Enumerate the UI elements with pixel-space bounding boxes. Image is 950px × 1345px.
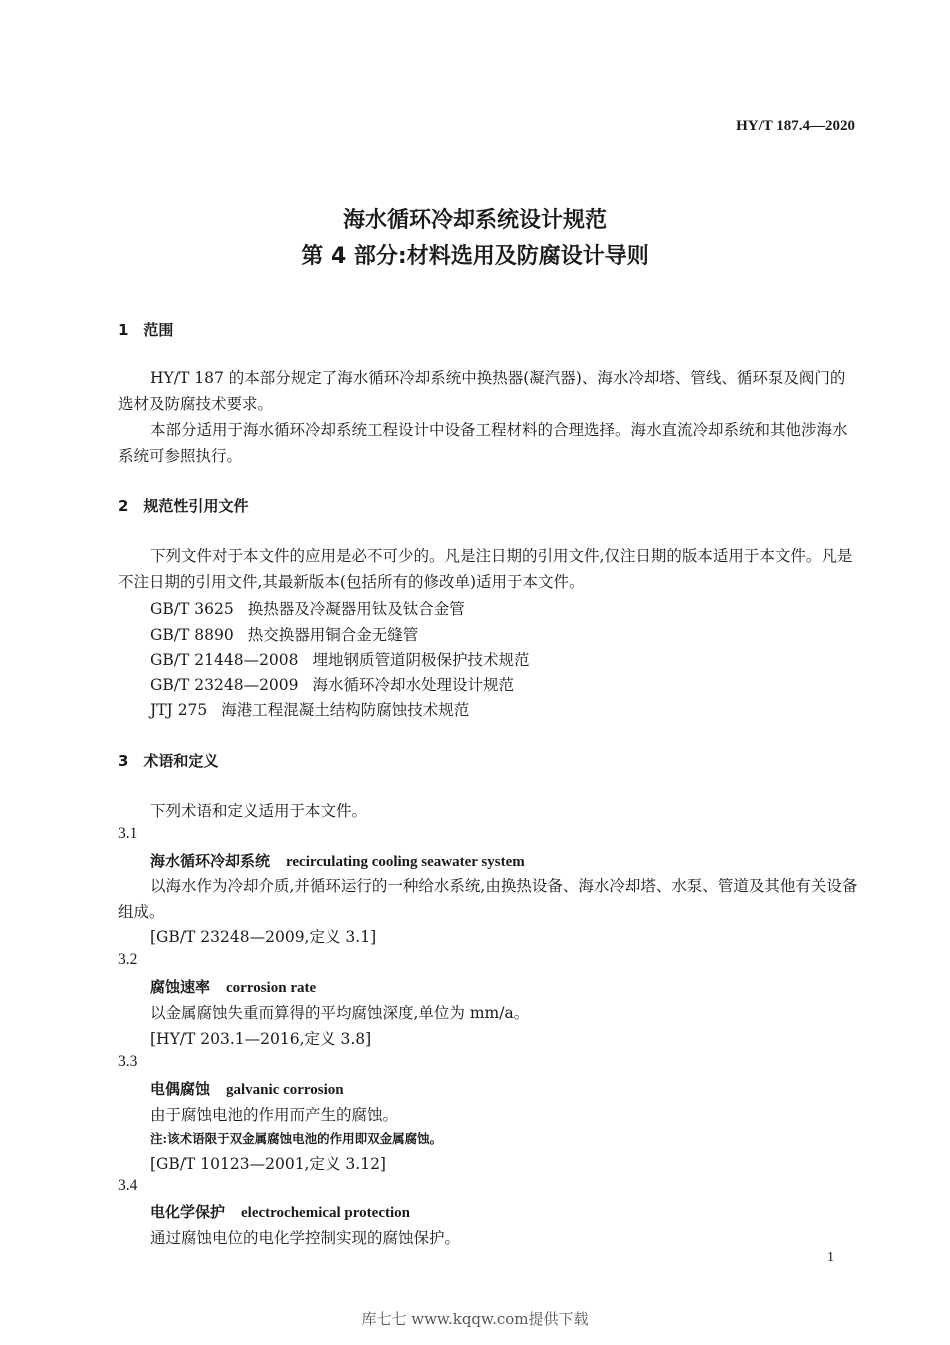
reference-code: GB/T 3625 bbox=[150, 600, 234, 618]
section-2-paragraph-1: 下列文件对于本文件的应用是必不可少的。凡是注日期的引用文件,仅注日期的版本适用于本文件。凡是不注日期的引用文件,其最新版本(包括所有的修改单)适用于本文件。 bbox=[118, 547, 853, 591]
term-zh: 电化学保护 bbox=[150, 1203, 226, 1221]
term-definition: 以金属腐蚀失重而算得的平均腐蚀深度,单位为 mm/a。 bbox=[150, 1004, 530, 1022]
term-zh: 电偶腐蚀 bbox=[150, 1080, 211, 1098]
download-footer: 库七七 www.kqqw.com提供下载 bbox=[361, 1310, 589, 1328]
term-note: 注:该术语限于双金属腐蚀电池的作用即双金属腐蚀。 bbox=[150, 1131, 443, 1146]
section-3-intro: 下列术语和定义适用于本文件。 bbox=[150, 802, 368, 820]
section-2-heading: 2 规范性引用文件 bbox=[118, 497, 249, 515]
reference-title: 埋地钢质管道阴极保护技术规范 bbox=[312, 651, 530, 669]
reference-item bbox=[150, 597, 465, 619]
section-3-heading: 3 术语和定义 bbox=[118, 752, 219, 770]
term-source: [GB/T 10123—2001,定义 3.12] bbox=[150, 1155, 386, 1173]
document-title-line1: 海水循环冷却系统设计规范 bbox=[342, 208, 607, 233]
reference-title: 换热器及冷凝器用钛及钛合金管 bbox=[247, 600, 465, 618]
term-number: 3.2 bbox=[118, 951, 138, 968]
term-heading bbox=[150, 1201, 410, 1222]
term-definition: 通过腐蚀电位的电化学控制实现的腐蚀保护。 bbox=[150, 1229, 461, 1247]
term-en: electrochemical protection bbox=[241, 1205, 410, 1221]
reference-title: 海港工程混凝土结构防腐蚀技术规范 bbox=[221, 701, 470, 719]
document-title-line2: 第 4 部分:材料选用及防腐设计导则 bbox=[301, 244, 649, 269]
reference-code: GB/T 8890 bbox=[150, 626, 234, 644]
term-heading bbox=[150, 1078, 344, 1099]
reference-code: GB/T 23248—2009 bbox=[150, 676, 299, 694]
term-definition: 由于腐蚀电池的作用而产生的腐蚀。 bbox=[150, 1106, 399, 1124]
reference-item bbox=[150, 673, 514, 695]
term-heading bbox=[150, 850, 525, 871]
term-zh: 腐蚀速率 bbox=[150, 978, 211, 996]
term-definition: 以海水作为冷却介质,并循环运行的一种给水系统,由换热设备、海水冷却塔、水泵、管道及其他有关设备组成。 bbox=[118, 877, 858, 921]
term-en: corrosion rate bbox=[226, 980, 317, 996]
reference-title: 热交换器用铜合金无缝管 bbox=[247, 626, 419, 644]
reference-title: 海水循环冷却水处理设计规范 bbox=[312, 676, 515, 694]
term-number: 3.3 bbox=[118, 1053, 138, 1070]
term-heading bbox=[150, 976, 316, 997]
term-en: galvanic corrosion bbox=[226, 1082, 344, 1098]
page-number: 1 bbox=[827, 1250, 834, 1265]
term-en: recirculating cooling seawater system bbox=[286, 854, 525, 870]
term-number: 3.4 bbox=[118, 1177, 138, 1194]
reference-code: JTJ 275 bbox=[150, 701, 208, 719]
term-source: [HY/T 203.1—2016,定义 3.8] bbox=[150, 1030, 372, 1048]
section-1-paragraph-1: HY/T 187 的本部分规定了海水循环冷却系统中换热器(凝汽器)、海水冷却塔、管线、循环泵及阀门的选材及防腐技术要求。 bbox=[118, 369, 846, 413]
reference-code: GB/T 21448—2008 bbox=[150, 651, 299, 669]
reference-item bbox=[150, 623, 418, 645]
section-1-paragraph-2: 本部分适用于海水循环冷却系统工程设计中设备工程材料的合理选择。海水直流冷却系统和其他涉海水系统可参照执行。 bbox=[118, 421, 848, 465]
term-zh: 海水循环冷却系统 bbox=[150, 852, 271, 870]
standard-number: HY/T 187.4—2020 bbox=[736, 118, 855, 134]
reference-item bbox=[150, 648, 530, 670]
reference-item bbox=[150, 698, 469, 720]
term-number: 3.1 bbox=[118, 825, 138, 842]
section-1-heading: 1 范围 bbox=[118, 321, 174, 339]
term-source: [GB/T 23248—2009,定义 3.1] bbox=[150, 928, 377, 946]
